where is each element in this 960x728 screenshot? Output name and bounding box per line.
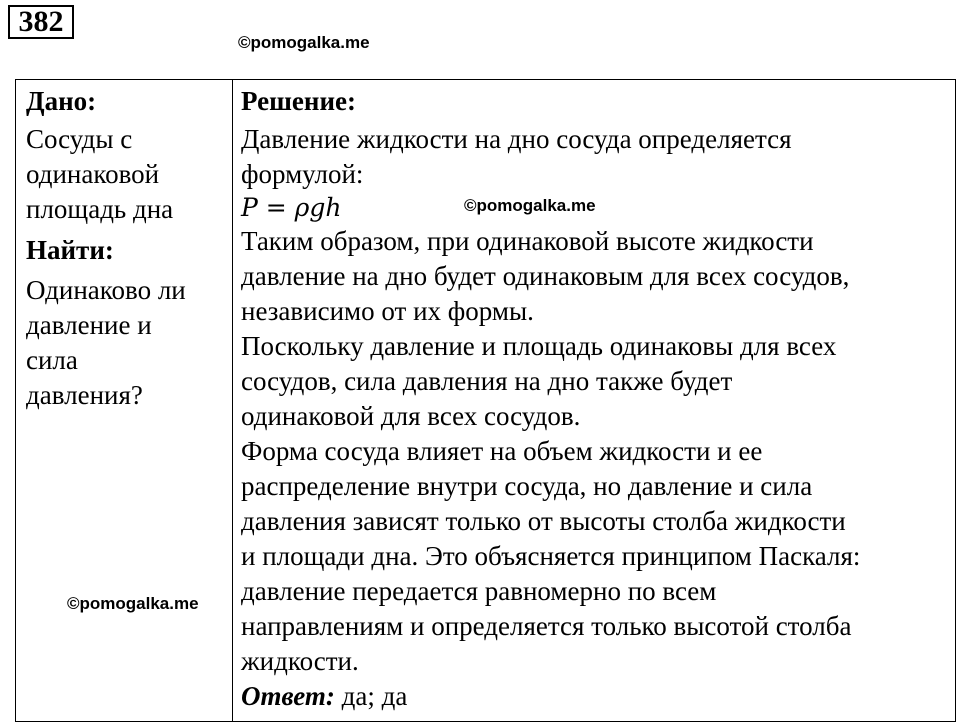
solution-line: давление на дно будет одинаковым для всех сосудов, (241, 261, 850, 291)
given-heading: Дано: (26, 86, 97, 116)
given-text (26, 122, 232, 227)
solution-line: и площади дна. Это объясняется принципом Паскаля: (241, 541, 861, 571)
solution-line: Форма сосуда влияет на объем жидкости и ее (241, 436, 763, 466)
solution-line: сосудов, сила давления на дно также будет (241, 366, 733, 396)
given-line: одинаковой (26, 159, 160, 189)
watermark-bottom: ©pomogalka.me (67, 594, 199, 613)
solution-table (15, 79, 956, 722)
answer-value: да; да (334, 681, 408, 711)
solution-line: распределение внутри сосуда, но давление и сила (241, 471, 813, 501)
solution-line: независимо от их формы. (241, 296, 534, 326)
solution-line: одинаковой для всех сосудов. (241, 401, 581, 431)
solution-intro (241, 122, 955, 192)
solution-heading: Решение: (241, 86, 356, 116)
pressure-formula: P = ρgh (241, 193, 342, 222)
answer-line (241, 679, 955, 714)
solution-line: давления зависят только от высоты столба жидкости (241, 506, 846, 536)
solution-line: формулой: (241, 159, 364, 189)
find-line: давления? (26, 380, 143, 410)
find-line: сила (26, 345, 78, 375)
solution-body (241, 224, 955, 679)
find-heading: Найти: (26, 235, 114, 265)
given-line: площадь дна (26, 194, 174, 224)
watermark-top: ©pomogalka.me (238, 33, 370, 52)
given-column (16, 80, 233, 722)
find-line: давление и (26, 310, 152, 340)
find-text (26, 273, 232, 413)
find-line: Одинаково ли (26, 275, 186, 305)
answer-label: Ответ: (241, 681, 335, 711)
given-line: Сосуды с (26, 124, 133, 154)
solution-line: Таким образом, при одинаковой высоте жидкости (241, 226, 814, 256)
watermark-middle: ©pomogalka.me (464, 196, 596, 215)
solution-line: давление передается равномерно по всем (241, 576, 717, 606)
problem-number: 382 (8, 5, 74, 39)
solution-line: Давление жидкости на дно сосуда определяется (241, 124, 792, 154)
solution-line: жидкости. (241, 646, 359, 676)
solution-column (233, 80, 956, 722)
solution-line: Поскольку давление и площадь одинаковы для всех (241, 331, 837, 361)
solution-line: направлениям и определяется только высотой столба (241, 611, 852, 641)
